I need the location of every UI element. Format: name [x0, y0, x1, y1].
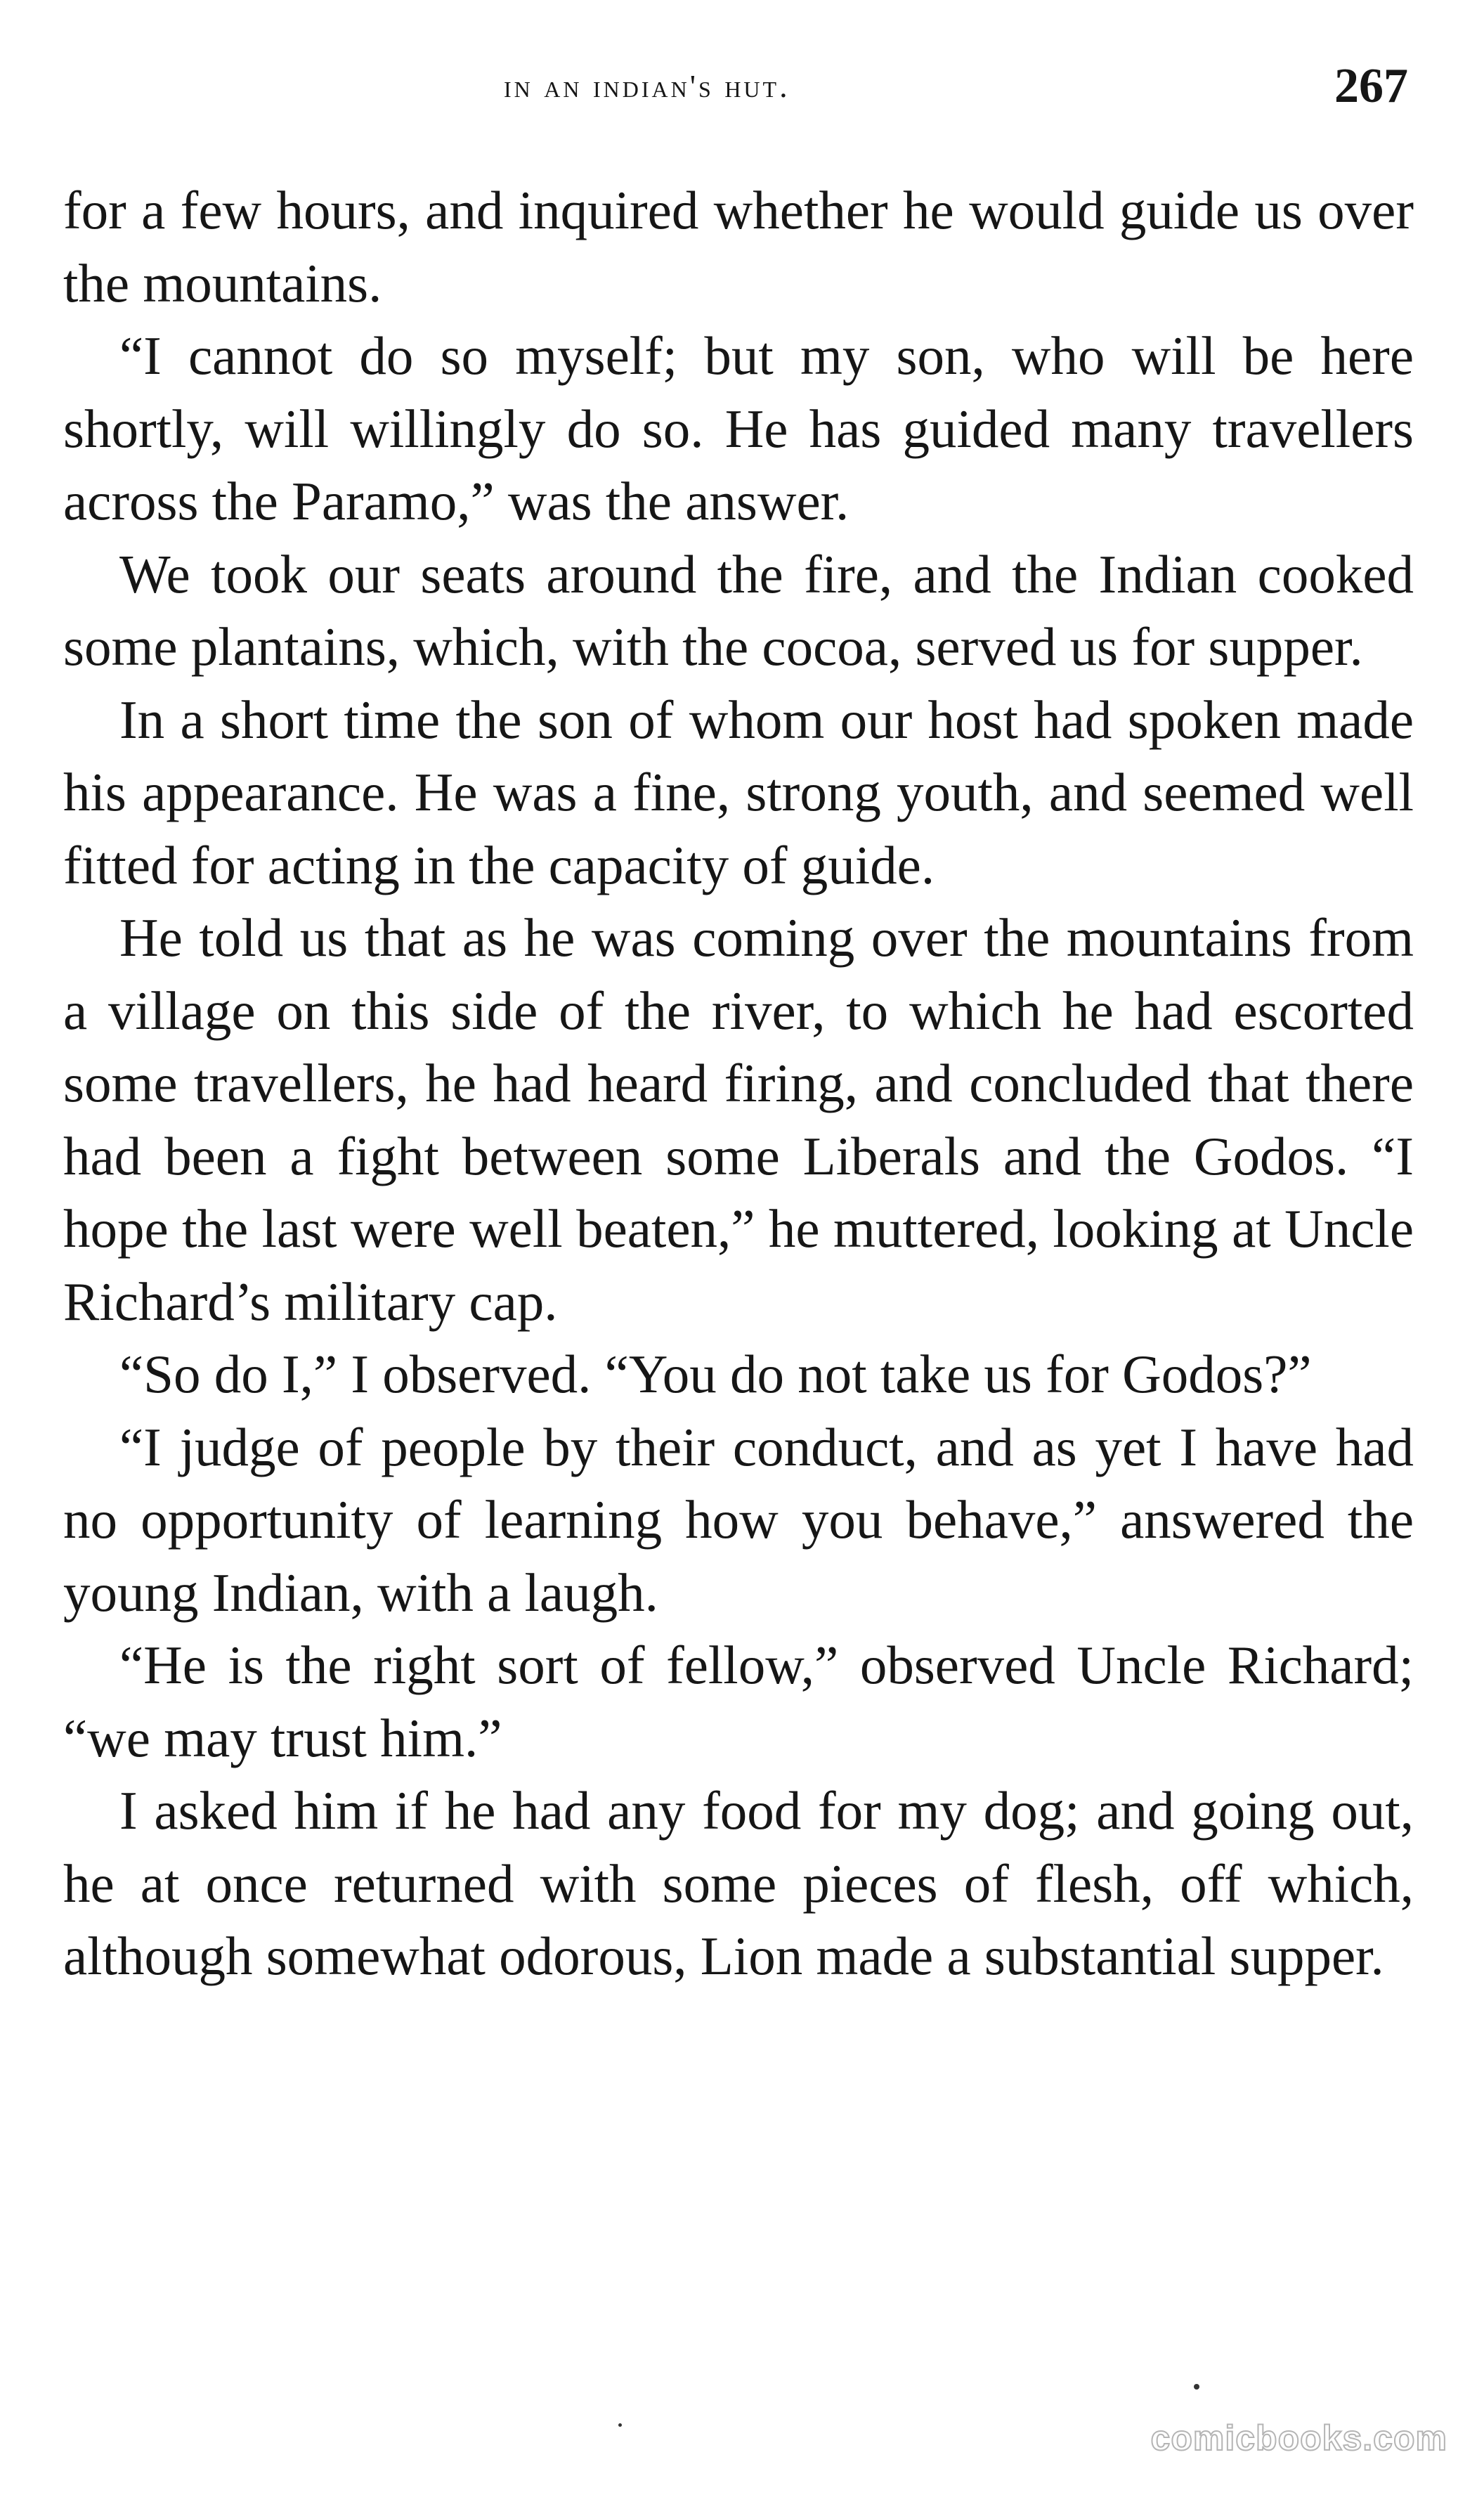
- paragraph: I asked him if he had any food for my dog; and going out, he at once returned with some pieces of flesh, off which, although somewhat odorous, Lion made a substantial supper.: [63, 1780, 1414, 1986]
- paragraph: “I cannot do so myself; but my son, who will be here shortly, will willingly do so. He has guided many travellers across the Paramo,” was the answer.: [63, 325, 1414, 531]
- paragraph: He told us that as he was coming over the mountains from a village on this side of the river, to which he had escorted some travellers, he had heard firing, and concluded that there had been a fight between some Liberals and the Godos. “I hope the last were well beaten,” he muttered, looking at Uncle Richard’s military cap.: [63, 907, 1414, 1332]
- paragraph: We took our seats around the fire, and the Indian cooked some plantains, which, with the cocoa, served us for supper.: [63, 543, 1414, 677]
- print-speck: [1194, 2384, 1199, 2390]
- paragraph: “I judge of people by their conduct, and as yet I have had no opportunity of learning how you behave,” answered the young Indian, with a laugh.: [63, 1416, 1414, 1623]
- running-head: in an indian's hut.: [504, 68, 790, 104]
- paragraph: “So do I,” I observed. “You do not take us for Godos?”: [119, 1344, 1312, 1404]
- print-speck: [618, 2423, 622, 2427]
- watermark: comicbooks.com: [1150, 2418, 1447, 2458]
- paragraph: In a short time the son of whom our host had spoken made his appearance. He was a fine, strong youth, and seemed well fitted for acting in the capacity of guide.: [63, 689, 1414, 895]
- paragraph: for a few hours, and inquired whether he would guide us over the mountains.: [63, 180, 1414, 313]
- paragraph: “He is the right sort of fellow,” observed Uncle Richard; “we may trust him.”: [63, 1635, 1414, 1768]
- body-text: [63, 174, 1414, 1993]
- page-number: 267: [1334, 59, 1408, 113]
